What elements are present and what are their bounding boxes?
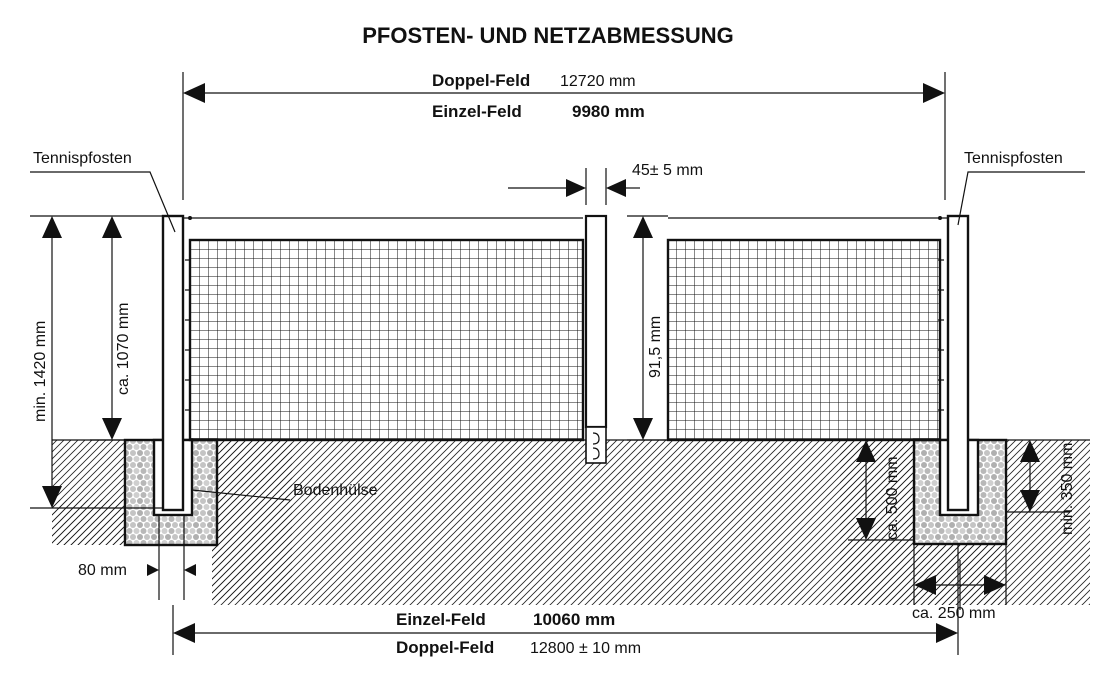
top-einzel-value: 9980 mm <box>572 102 645 121</box>
net-height-label: ca. 1070 mm <box>115 302 132 395</box>
net <box>183 216 948 440</box>
center-height-label: 91,5 mm <box>647 315 664 378</box>
post-leader-right <box>958 172 1085 225</box>
post-label-left: Tennispfosten <box>33 150 132 167</box>
post-label-right: Tennispfosten <box>964 150 1063 167</box>
ground-sleeve-label: Bodenhülse <box>293 482 378 499</box>
tennis-post-right <box>948 216 968 510</box>
bottom-doppel-value: 12800 ± 10 mm <box>530 640 642 657</box>
top-dimension <box>183 72 945 200</box>
strap-width-label: 45± 5 mm <box>632 162 704 179</box>
bottom-einzel-label: Einzel-Feld <box>396 610 486 629</box>
top-doppel-label: Doppel-Feld <box>432 71 531 90</box>
center-strap <box>586 216 606 463</box>
top-doppel-value: 12720 mm <box>560 73 636 90</box>
min-post-height-label: min. 1420 mm <box>32 320 49 422</box>
bottom-doppel-label: Doppel-Feld <box>396 638 495 657</box>
diagram-title: PFOSTEN- UND NETZABMESSUNG <box>362 23 734 48</box>
bottom-einzel-value: 10060 mm <box>533 610 616 629</box>
top-einzel-label: Einzel-Feld <box>432 102 522 121</box>
foundation-depth-label: min. 350 mm <box>1059 442 1076 535</box>
tennis-post-left <box>163 216 183 510</box>
sleeve-depth-label: ca. 500 mm <box>884 456 901 540</box>
post-width-label: 80 mm <box>78 562 127 579</box>
foundation-width-label: ca. 250 mm <box>912 605 996 622</box>
strap-width-dimension <box>508 168 640 205</box>
